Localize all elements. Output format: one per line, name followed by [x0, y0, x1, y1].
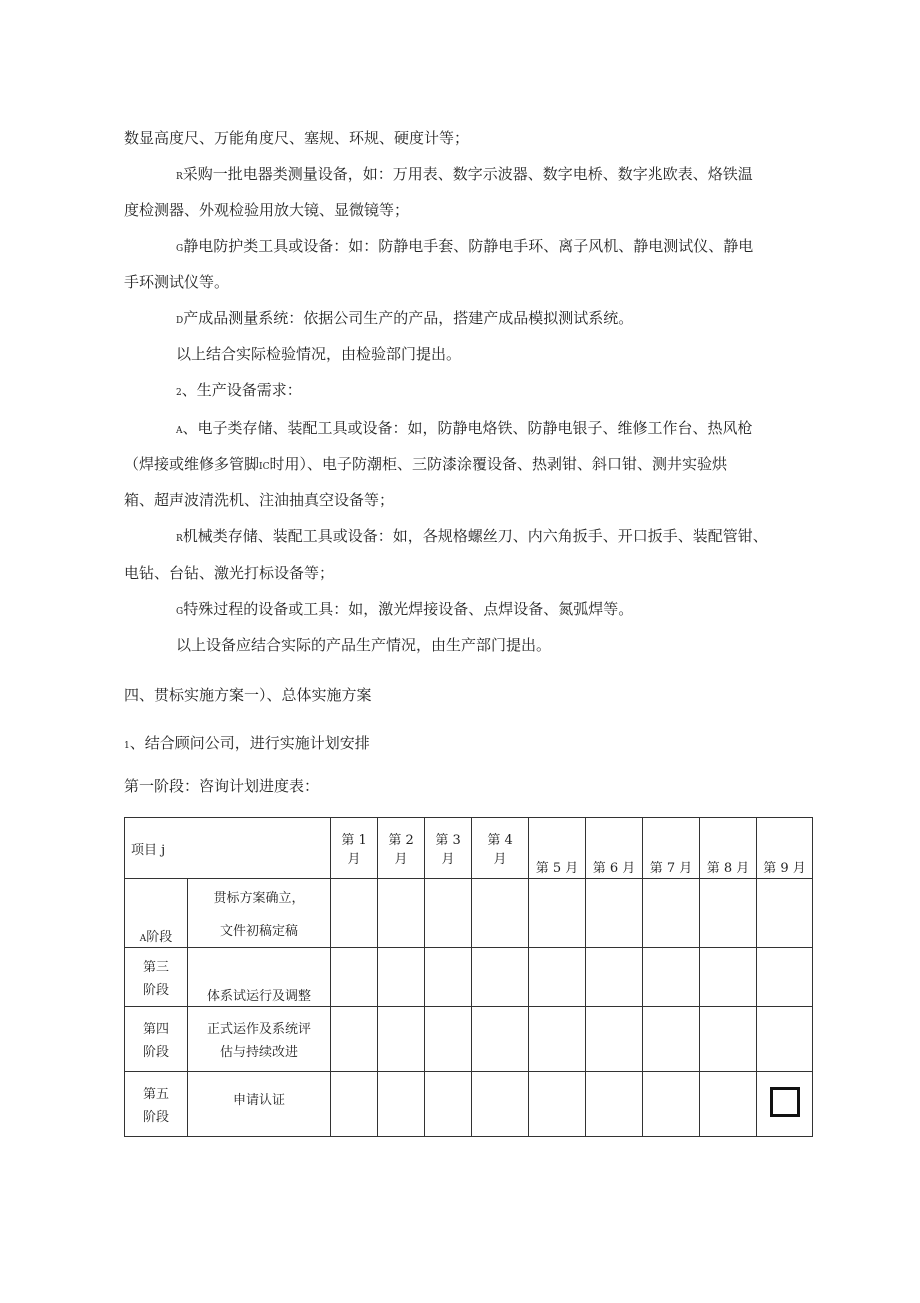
month-cell: [378, 948, 425, 1007]
stage-cell: [125, 879, 188, 948]
header-project-cell: [125, 818, 331, 879]
text-line: [176, 635, 551, 655]
text-line: [124, 490, 394, 510]
month-label: 第 5 月: [535, 861, 579, 876]
table-row: [125, 1007, 813, 1072]
month-cell: [472, 1072, 529, 1137]
month-cell: [757, 879, 813, 948]
text: 以上设备应结合实际的产品生产情况，由生产部门提出。: [176, 636, 552, 654]
month-cell: [757, 1072, 813, 1137]
text-line: [124, 128, 469, 148]
month-cell: [757, 948, 813, 1007]
stage-cell: [125, 1007, 188, 1072]
text: （焊接或维修多管脚: [124, 455, 260, 473]
item-marker: 1: [124, 741, 130, 751]
header-month-cell: [378, 818, 425, 879]
text-line: [176, 308, 633, 331]
month-cell: [331, 1072, 378, 1137]
item-marker: A: [176, 426, 183, 436]
item-marker: 2: [176, 388, 182, 398]
task-label: 文件初稿定稿: [220, 924, 299, 939]
month-cell: [529, 1007, 586, 1072]
month-cell: [378, 1007, 425, 1072]
month-label: 第 9 月: [763, 861, 806, 876]
month-label: 第 2: [388, 833, 414, 848]
item-marker: D: [176, 316, 184, 326]
item-marker: A: [139, 934, 147, 944]
header-month-cell: [529, 818, 586, 879]
task-label: 正式运作及系统评: [207, 1022, 312, 1037]
text: 采购一批电器类测量设备，如：万用表、数字示波器、数字电桥、数字兆欧表、烙铁温: [182, 165, 753, 183]
month-cell: [425, 948, 472, 1007]
stage-label: 阶段: [146, 930, 173, 945]
text: 电钻、台钻、激光打标设备等；: [124, 564, 335, 582]
stage-label: 第四: [142, 1022, 169, 1037]
table-row: [125, 948, 813, 1007]
month-cell: [472, 948, 529, 1007]
month-label: 第 1: [341, 833, 367, 848]
text: 第一阶段：咨询计划进度表：: [124, 777, 320, 795]
text: 时用）、电子防潮柜、三防漆涂覆设备、热剥钳、斜口钳、测井实验烘: [269, 455, 727, 473]
month-unit: 月: [347, 852, 361, 867]
task-cell: [188, 1072, 331, 1137]
month-unit: 月: [493, 852, 507, 867]
stage-label: 第三: [142, 960, 169, 975]
header-month-cell: [425, 818, 472, 879]
text: 特殊过程的设备或工具：如，激光焊接设备、点焊设备、氮弧焊等。: [183, 600, 634, 618]
month-cell: [378, 1072, 425, 1137]
month-label: 第 4: [487, 833, 513, 848]
text: 箱、超声波清洗机、注油抽真空设备等；: [124, 491, 395, 509]
month-cell: [529, 948, 586, 1007]
text: 、电子类存储、装配工具或设备：如，防静电烙铁、防静电银子、维修工作台、热风枪: [182, 419, 753, 437]
text-line: [176, 526, 768, 549]
month-cell: [529, 1072, 586, 1137]
text: 度检测器、外观检验用放大镜、显微镜等；: [124, 201, 410, 219]
text: 机械类存储、装配工具或设备：如，各规格螺丝刀、内六角扳手、开口扳手、装配管钳、: [182, 527, 768, 545]
month-cell: [586, 1072, 643, 1137]
month-cell: [643, 1007, 700, 1072]
text-line: [124, 200, 409, 220]
month-cell: [757, 1007, 813, 1072]
header-month-cell: [472, 818, 529, 879]
text-line: [176, 164, 753, 187]
header-month-cell: [700, 818, 757, 879]
stage-cell: [125, 948, 188, 1007]
task-label: 体系试运行及调整: [207, 989, 312, 1004]
month-cell: [378, 879, 425, 948]
month-label: 第 7 月: [649, 861, 693, 876]
square-mark-icon: [770, 1087, 800, 1117]
text-line: [176, 344, 461, 364]
task-cell: [188, 879, 331, 948]
month-cell: [425, 879, 472, 948]
stage-label: 第五: [142, 1087, 169, 1102]
table-row: [125, 1072, 813, 1137]
text: 以上结合实际检验情况，由检验部门提出。: [176, 345, 462, 363]
month-cell: [529, 879, 586, 948]
month-cell: [331, 879, 378, 948]
header-month-cell: [757, 818, 813, 879]
month-label: 第 8 月: [706, 861, 750, 876]
table-header-row: [125, 818, 813, 879]
header-month-cell: [331, 818, 378, 879]
task-label: 贯标方案确立，: [213, 891, 305, 906]
text: 数显高度尺、万能角度尺、塞规、环规、硬度计等；: [124, 129, 470, 147]
item-marker: IC: [259, 462, 270, 472]
task-cell: [188, 1007, 331, 1072]
stage-cell: [125, 1072, 188, 1137]
month-unit: 月: [441, 852, 455, 867]
text-line: [176, 236, 753, 259]
text: 四、贯标实施方案一）、总体实施方案: [124, 686, 372, 704]
text: 、生产设备需求：: [181, 381, 302, 399]
stage-label: 阶段: [142, 983, 169, 998]
month-cell: [586, 879, 643, 948]
stage-label: 阶段: [142, 1110, 169, 1125]
month-cell: [700, 1007, 757, 1072]
text-line: [176, 418, 753, 441]
text-line: [124, 272, 229, 292]
text: 、结合顾问公司，进行实施计划安排: [129, 734, 370, 752]
month-unit: 月: [394, 852, 408, 867]
month-cell: [331, 948, 378, 1007]
task-cell: [188, 948, 331, 1007]
text: 产成品测量系统：依据公司生产的产品，搭建产成品模拟测试系统。: [183, 309, 634, 327]
month-cell: [472, 879, 529, 948]
month-cell: [643, 948, 700, 1007]
header-month-cell: [643, 818, 700, 879]
table-caption: [124, 776, 319, 796]
section-heading: [124, 685, 372, 705]
month-label: 第 3: [435, 833, 461, 848]
item-marker: R: [176, 172, 183, 182]
month-cell: [425, 1072, 472, 1137]
text-line: [176, 380, 302, 403]
schedule-table: [124, 817, 813, 1137]
text-line: [124, 733, 370, 756]
text-line: [176, 599, 633, 622]
table-row: [125, 879, 813, 948]
item-marker: G: [176, 244, 184, 254]
text-line: [124, 563, 334, 583]
month-label: 第 6 月: [592, 861, 636, 876]
month-cell: [331, 1007, 378, 1072]
text: 静电防护类工具或设备：如：防静电手套、防静电手环、离子风机、静电测试仪、静电: [183, 237, 754, 255]
text-line: [124, 454, 727, 477]
item-marker: R: [176, 534, 183, 544]
month-cell: [425, 1007, 472, 1072]
month-cell: [700, 948, 757, 1007]
month-cell: [643, 879, 700, 948]
month-cell: [643, 1072, 700, 1137]
stage-label: 阶段: [142, 1045, 169, 1060]
header-month-cell: [586, 818, 643, 879]
month-cell: [472, 1007, 529, 1072]
item-marker: G: [176, 607, 184, 617]
text: 手环测试仪等。: [124, 273, 230, 291]
task-label: 估与持续改进: [220, 1045, 299, 1060]
month-cell: [586, 948, 643, 1007]
month-cell: [700, 879, 757, 948]
month-cell: [586, 1007, 643, 1072]
month-cell: [700, 1072, 757, 1137]
header-project-label: 项目 j: [131, 842, 166, 858]
task-label: 申请认证: [233, 1092, 286, 1108]
